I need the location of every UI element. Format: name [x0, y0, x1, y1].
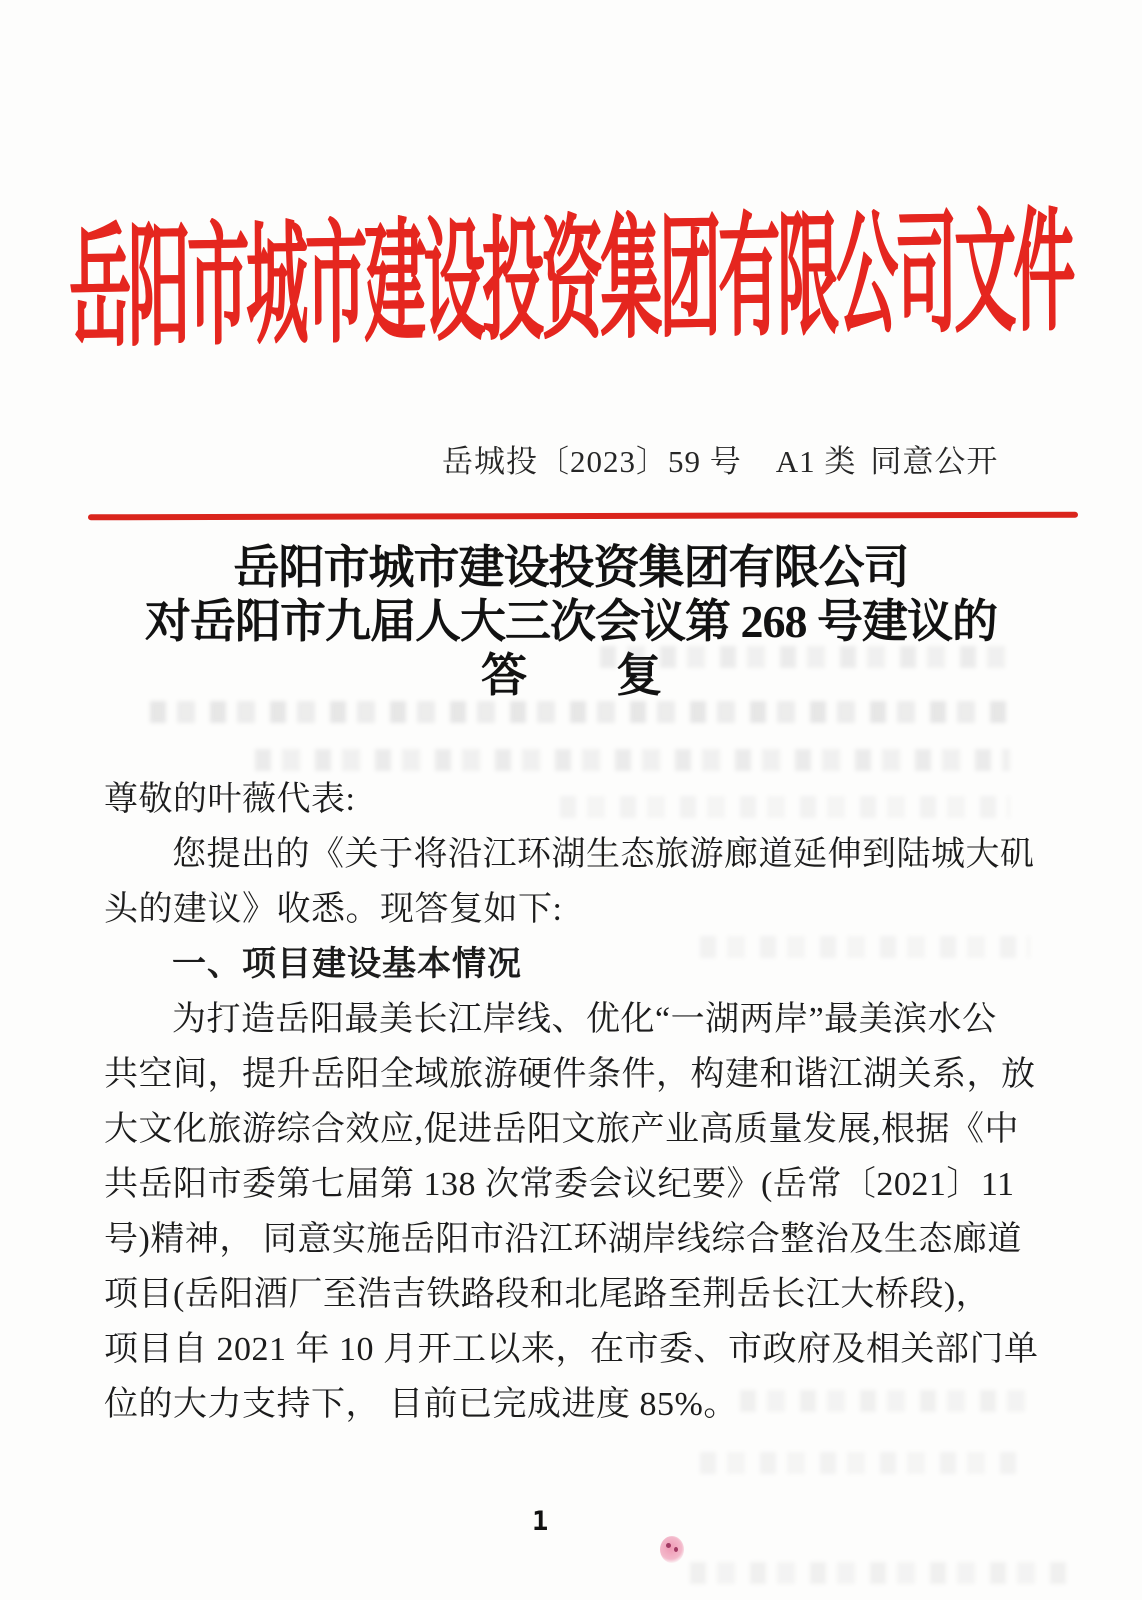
body-text-line: 头的建议》收悉。现答复如下:	[104, 891, 563, 928]
body-text-line: 共岳阳市委第七届第 138 次常委会议纪要》(岳常〔2021〕11	[104, 1166, 1015, 1203]
body-text-line: 一、项目建设基本情况	[172, 945, 522, 983]
doc-number: 岳城投〔2023〕59 号	[442, 444, 742, 479]
body-text-line: 尊敬的叶薇代表:	[104, 781, 356, 818]
document-title-line-2: 对岳阳市九届人大三次会议第 268 号建议的	[145, 596, 997, 647]
body-text-line: 项目(岳阳酒厂至浩吉铁路段和北尾路至荆岳长江大桥段)，	[104, 1276, 991, 1313]
letterhead-banner	[0, 201, 1142, 365]
red-divider-rule	[88, 512, 1078, 521]
body-text-line: 项目自 2021 年 10 月开工以来，在市委、市政府及相关部门单	[104, 1331, 1039, 1368]
bleedthrough-artifact	[150, 701, 1010, 723]
document-title	[0, 541, 1142, 703]
letterhead-title: 岳阳市城市建设投资集团有限公司文件	[69, 201, 1073, 365]
body-text-line: 位的大力支持下， 目前已完成进度 85%。	[104, 1386, 738, 1423]
doc-category: A1 类	[775, 444, 857, 479]
bleedthrough-artifact	[700, 1452, 1020, 1474]
document-title-line-1: 岳阳市城市建设投资集团有限公司	[233, 542, 909, 593]
body-text-line: 号)精神， 同意实施岳阳市沿江环湖岸线综合整治及生态廊道	[104, 1221, 1022, 1258]
ink-smudge-mark	[660, 1536, 684, 1563]
body-text-line: 大文化旅游综合效应,促进岳阳文旅产业高质量发展,根据《中	[104, 1111, 1019, 1148]
page-number: 1	[532, 1506, 549, 1537]
bleedthrough-artifact	[255, 749, 1010, 771]
document-title-line-3: 答 复	[481, 650, 661, 701]
bleedthrough-artifact	[690, 1562, 1070, 1584]
body-text-line: 为打造岳阳最美长江岸线、优化“一湖两岸”最美滨水公	[172, 1001, 997, 1038]
doc-meta-row	[442, 436, 998, 481]
body-text-line: 共空间，提升岳阳全域旅游硬件条件，构建和谐江湖关系，放	[104, 1056, 1036, 1093]
doc-publicity: 同意公开	[870, 444, 999, 479]
body-text-line: 您提出的《关于将沿江环湖生态旅游廊道延伸到陆城大矶	[172, 836, 1035, 873]
document-body	[104, 772, 1044, 1432]
